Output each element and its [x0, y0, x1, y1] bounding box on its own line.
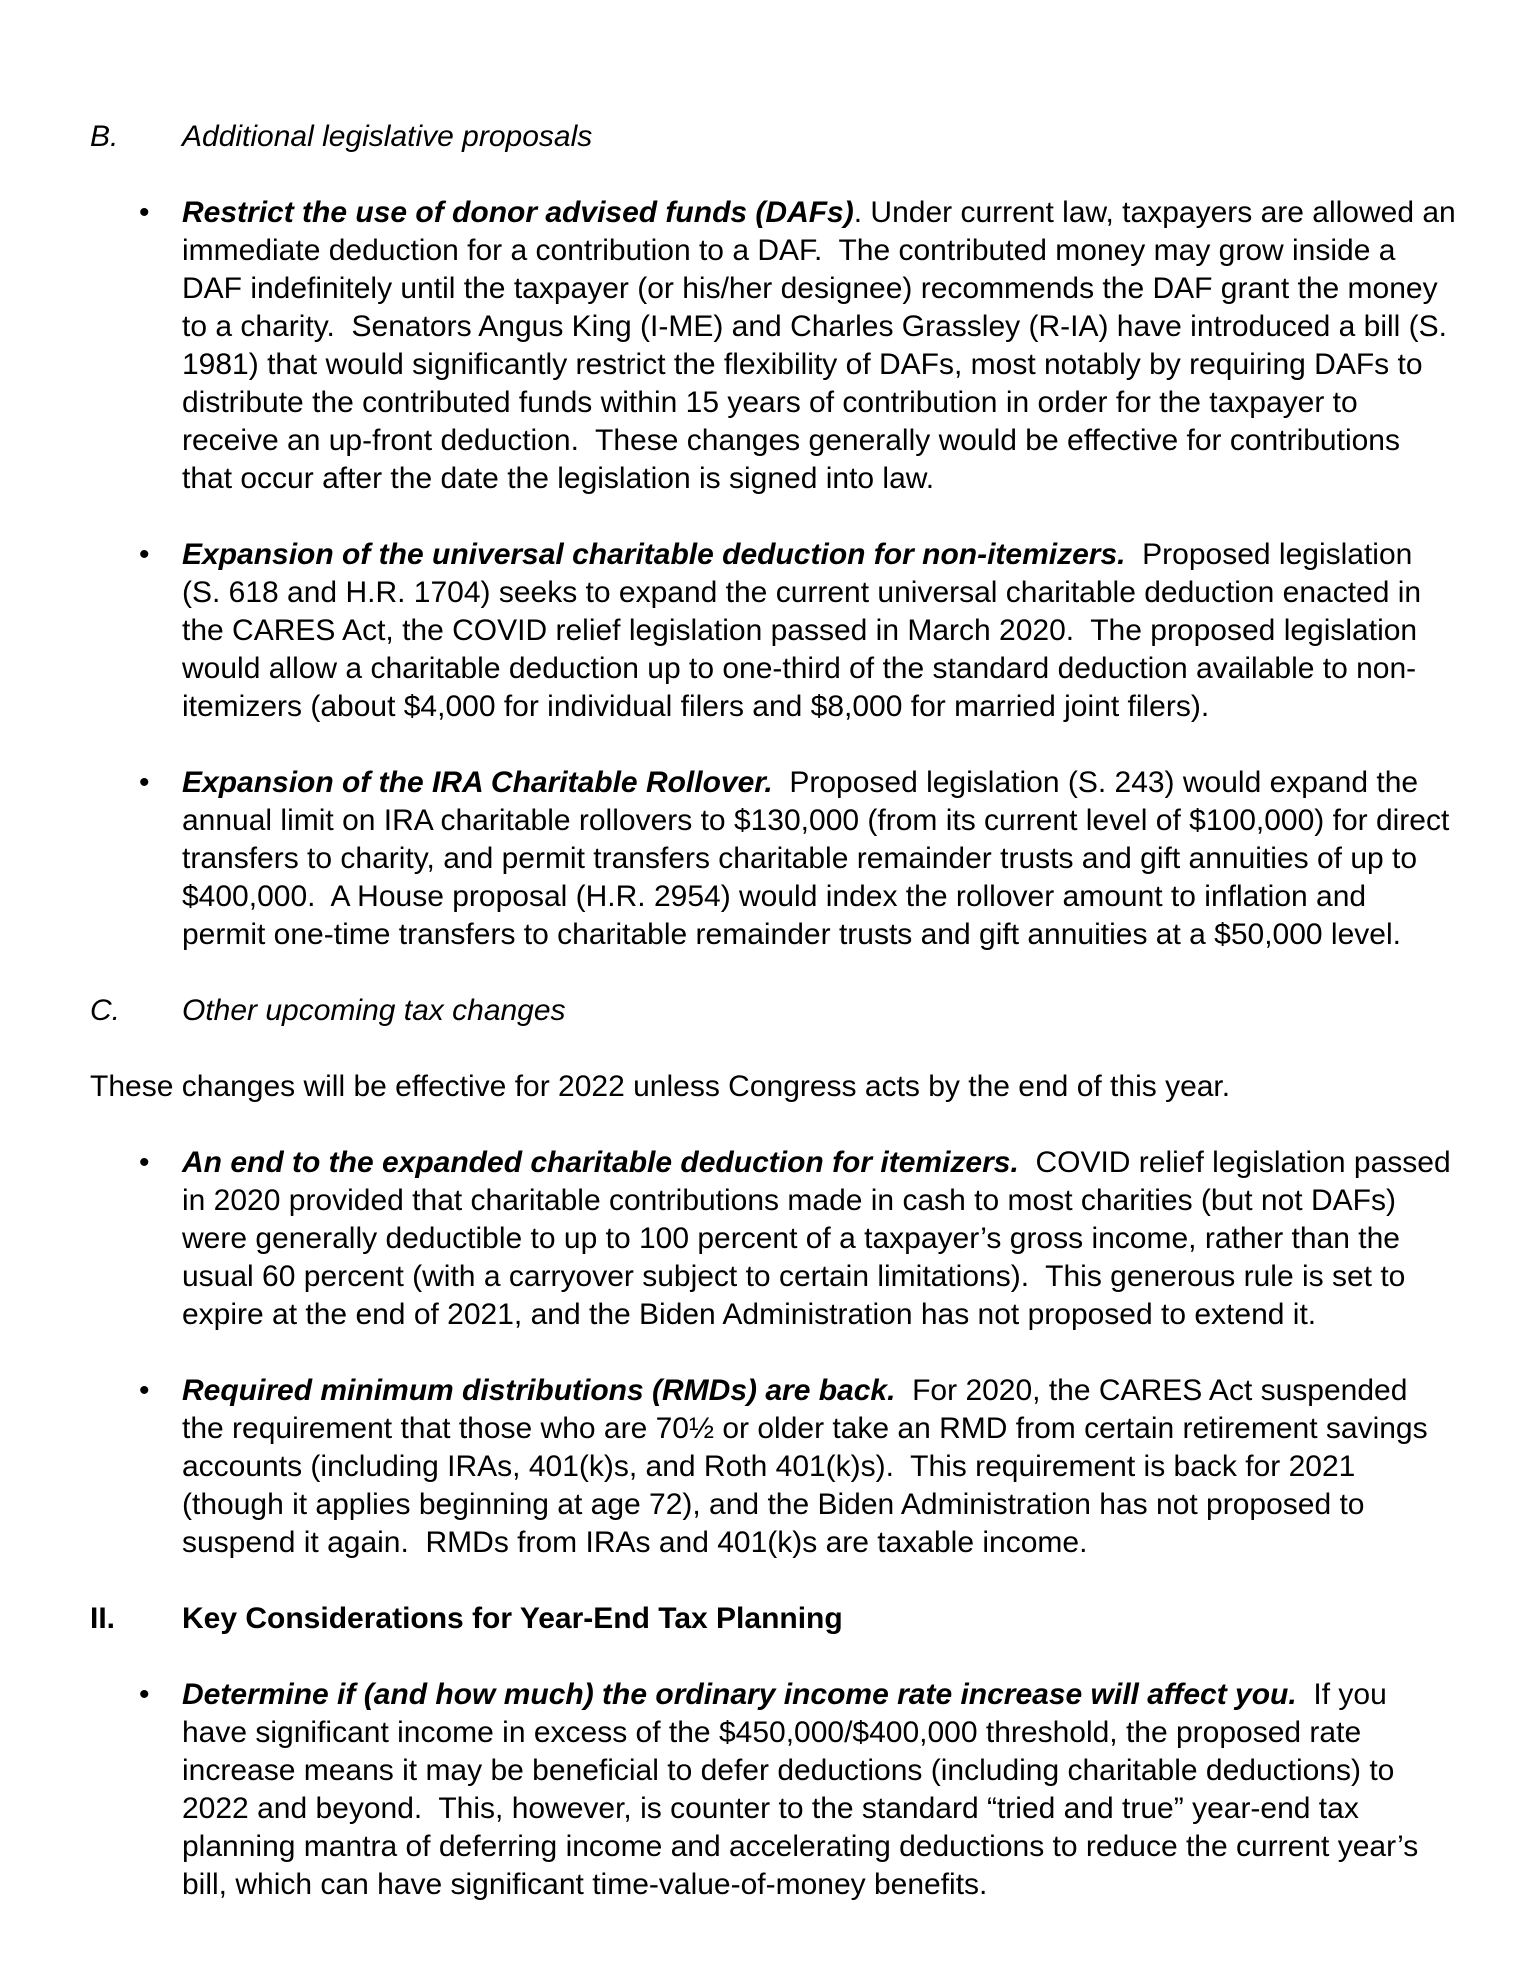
section-label-c: C. [90, 994, 120, 1027]
section-title-c: Other upcoming tax changes [182, 994, 566, 1027]
bullet-icon: • [139, 538, 150, 571]
bullet-item-end-expanded-deduction [90, 1144, 1460, 1334]
bullet-body: For 2020, the CARES Act suspended the requirement that those who are 70½ or older take an RMD from certain retirement savings accounts (including IRAs, 401(k)s, and Roth 401(k)s). This requirement is back for 2021 (though it applies beginning at age 72), and the Biden Administration has not proposed to suspend it again. RMDs from IRAs and 401(k)s are taxable income. [182, 1374, 1436, 1559]
bullet-item-determine-rate-increase [90, 1676, 1457, 1904]
bullet-item-ira-rollover [90, 764, 1457, 954]
bullet-icon: • [139, 1678, 150, 1711]
bullet-body: Proposed legislation (S. 243) would expand the annual limit on IRA charitable rollovers to $130,000 (from its current level of $100,000) for direct transfers to charity, and permit transfers charitable remainder trusts and gift annuities of up to $400,000. A House proposal (H.R. 2954) would index the rollover amount to inflation and permit one-time transfers to charitable remainder trusts and gift annuities at a $50,000 level. [182, 766, 1458, 951]
bullet-body: . Under current law, taxpayers are allowed an immediate deduction for a contribution to a DAF. The contributed money may grow inside a DAF indefinitely until the taxpayer (or his/her designee) recommends the DAF grant the money to a charity. Senators Angus King (I-ME) and Charles Grassley (R-IA) have introduced a bill (S. 1981) that would significantly restrict the flexibility of DAFs, most notably by requiring DAFs to distribute the contributed funds within 15 years of contribution in order for the taxpayer to receive an up-front deduction. These changes generally would be effective for contributions that occur after the date the legislation is signed into law. [182, 196, 1465, 495]
bullet-item-restrict-dafs [90, 194, 1465, 498]
bullet-item-rmds-back [90, 1372, 1457, 1562]
bullet-body: Proposed legislation (S. 618 and H.R. 1704) seeks to expand the current universal charitable deduction enacted in the CARES Act, the COVID relief legislation passed in March 2020. The proposed legislation would allow a charitable deduction up to one-third of the standard deduction available to non-itemizers (about $4,000 for individual filers and $8,000 for married joint filers). [182, 538, 1430, 723]
bullet-lead: Expansion of the IRA Charitable Rollover. [182, 766, 773, 799]
bullet-body: If you have significant income in excess of the $450,000/$400,000 threshold, the proposed rate increase means it may be beneficial to defer deductions (including charitable deductions) to 2022 and beyond. This, however, is counter to the standard “tried and true” year-end tax planning mantra of deferring income and accelerating deductions to reduce the current year’s bill, which can have significant time-value-of-money benefits. [182, 1678, 1427, 1901]
section-title-ii: Key Considerations for Year-End Tax Planning [182, 1602, 843, 1635]
section-label-ii: II. [90, 1602, 116, 1635]
bullet-lead: Restrict the use of donor advised funds (DAFs) [182, 196, 854, 229]
bullet-lead: An end to the expanded charitable deduction for itemizers. [182, 1146, 1019, 1179]
paragraph-c-intro: These changes will be effective for 2022 unless Congress acts by the end of this year. [90, 1070, 1231, 1103]
section-heading-ii [90, 1600, 1457, 1638]
bullet-body: COVID relief legislation passed in 2020 provided that charitable contributions made in cash to most charities (but not DAFs) were generally deductible to up to 100 percent of a taxpayer’s gross income, rather than the usual 60 percent (with a carryover subject to certain limitations). This generous rule is set to expire at the end of 2021, and the Biden Administration has not proposed to extend it. [182, 1146, 1460, 1331]
section-title-b: Additional legislative proposals [182, 120, 593, 153]
bullet-text [182, 1372, 1457, 1562]
bullet-icon: • [139, 766, 150, 799]
bullet-icon: • [139, 1374, 150, 1407]
bullet-lead: Required minimum distributions (RMDs) are back. [182, 1374, 896, 1407]
section-label-b: B. [90, 120, 119, 153]
section-heading-c [90, 992, 1457, 1030]
bullet-text [182, 764, 1457, 954]
bullet-lead: Determine if (and how much) the ordinary income rate increase will affect you. [182, 1678, 1297, 1711]
bullet-text [182, 194, 1465, 498]
bullet-text [182, 1144, 1460, 1334]
bullet-icon: • [139, 196, 150, 229]
bullet-lead: Expansion of the universal charitable deduction for non-itemizers. [182, 538, 1126, 571]
section-heading-b [90, 118, 1457, 156]
bullet-icon: • [139, 1146, 150, 1179]
bullet-text [182, 536, 1457, 726]
bullet-text [182, 1676, 1457, 1904]
bullet-item-universal-deduction [90, 536, 1457, 726]
